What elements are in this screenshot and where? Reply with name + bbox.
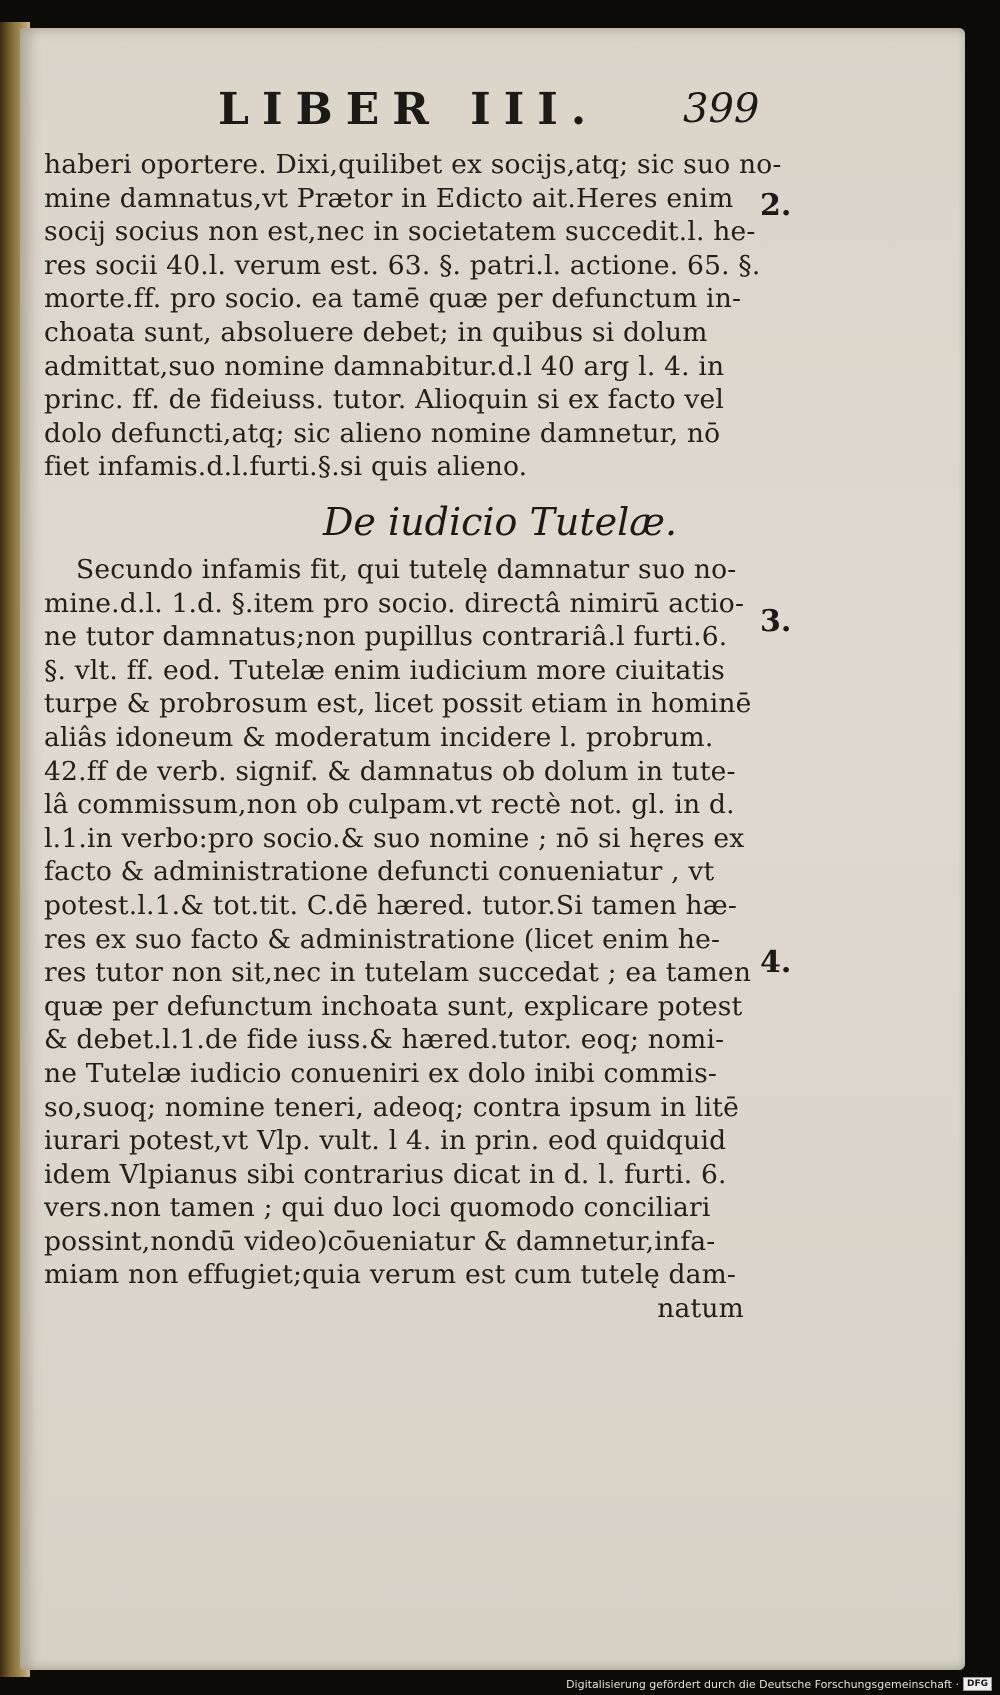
text-line: Secundo infamis fit, qui tutelę damnatur suo no- xyxy=(76,554,737,585)
footer-credit: Digitalisierung gefördert durch die Deutsche Forschungsgemeinschaft · xyxy=(566,1677,959,1691)
text-line: res ex suo facto & administratione (licet enim he- xyxy=(44,923,721,955)
text-line: princ. ff. de fideiuss. tutor. Alioquin si ex facto vel xyxy=(44,384,725,416)
text-line: so,suoq; nomine teneri, adeoq; contra ipsum in litē xyxy=(44,1091,740,1123)
text-line: iurari potest,vt Vlp. vult. l 4. in prin. eod quidquid xyxy=(44,1125,727,1157)
text-line: choata sunt, absoluere debet; in quibus si dolum xyxy=(44,316,708,348)
margin-number: 4. xyxy=(760,945,792,980)
section-heading: De iudicio Tutelæ. xyxy=(322,500,678,544)
text-line: 42.ff de verb. signif. & damnatus ob dolum in tute- xyxy=(44,755,736,787)
text-line: quæ per defunctum inchoata sunt, explicare potest xyxy=(44,990,743,1022)
text-line: res socii 40.l. verum est. 63. §. patri.l. actione. 65. §. xyxy=(44,249,761,281)
text-line: & debet.l.1.de fide iuss.& hæred.tutor. eoq; nomi- xyxy=(44,1024,725,1056)
text-line: dolo defuncti,atq; sic alieno nomine damnetur, nō xyxy=(44,417,721,449)
text-line: ne tutor damnatus;non pupillus contrariâ.l furti.6. xyxy=(44,621,728,653)
page-number: 399 xyxy=(683,86,760,132)
margin-number: 3. xyxy=(760,604,792,639)
text-line: socij socius non est,nec in societatem succedit.l. he- xyxy=(44,216,756,248)
text-line: possint,nondū video)cōueniatur & damnetur,infa- xyxy=(44,1225,716,1257)
text-line: facto & administratione defuncti conueniatur , vt xyxy=(44,856,715,888)
text-line: admittat,suo nomine damnabitur.d.l 40 arg l. 4. in xyxy=(44,350,725,382)
text-line: fiet infamis.d.l.furti.§.si quis alieno. xyxy=(44,451,528,483)
text-line: haberi oportere. Dixi,quilibet ex socijs,atq; sic suo no- xyxy=(44,149,782,180)
text-line: ne Tutelæ iudicio conueniri ex dolo inibi commis- xyxy=(44,1057,718,1089)
text-line: res tutor non sit,nec in tutelam succedat ; ea tamen xyxy=(44,957,752,989)
digitization-footer xyxy=(566,1677,992,1691)
text-line: lâ commissum,non ob culpam.vt rectè not. gl. in d. xyxy=(44,789,735,821)
text-line: potest.l.1.& tot.tit. C.dē hæred. tutor.Si tamen hæ- xyxy=(44,889,738,921)
text-line: morte.ff. pro socio. ea tamē quæ per defunctum in- xyxy=(44,283,742,315)
running-head: LIBER III. xyxy=(218,84,600,135)
text-line: mine.d.l. 1.d. §.item pro socio. directâ nimirū actio- xyxy=(44,587,745,619)
text-line: turpe & probrosum est, licet possit etiam in hominē xyxy=(44,688,752,720)
paragraph-1 xyxy=(44,148,782,484)
page-header xyxy=(0,84,1000,144)
catchword: natum xyxy=(657,1293,744,1325)
margin-number: 2. xyxy=(760,188,792,223)
text-line: miam non effugiet;quia verum est cum tutelę dam- xyxy=(44,1259,737,1291)
dfg-logo-icon: DFG xyxy=(963,1677,992,1691)
text-line: idem Vlpianus sibi contrarius dicat in d. l. furti. 6. xyxy=(44,1158,727,1190)
text-line: vers.non tamen ; qui duo loci quomodo conciliari xyxy=(44,1192,711,1224)
text-line: l.1.in verbo:pro socio.& suo nomine ; nō si hęres ex xyxy=(44,822,745,854)
text-line: aliâs idoneum & moderatum incidere l. probrum. xyxy=(44,721,714,753)
text-line: §. vlt. ff. eod. Tutelæ enim iudicium more ciuitatis xyxy=(44,654,725,686)
paragraph-2 xyxy=(44,553,752,1326)
text-line: mine damnatus,vt Prætor in Edicto ait.Heres enim xyxy=(44,182,734,214)
